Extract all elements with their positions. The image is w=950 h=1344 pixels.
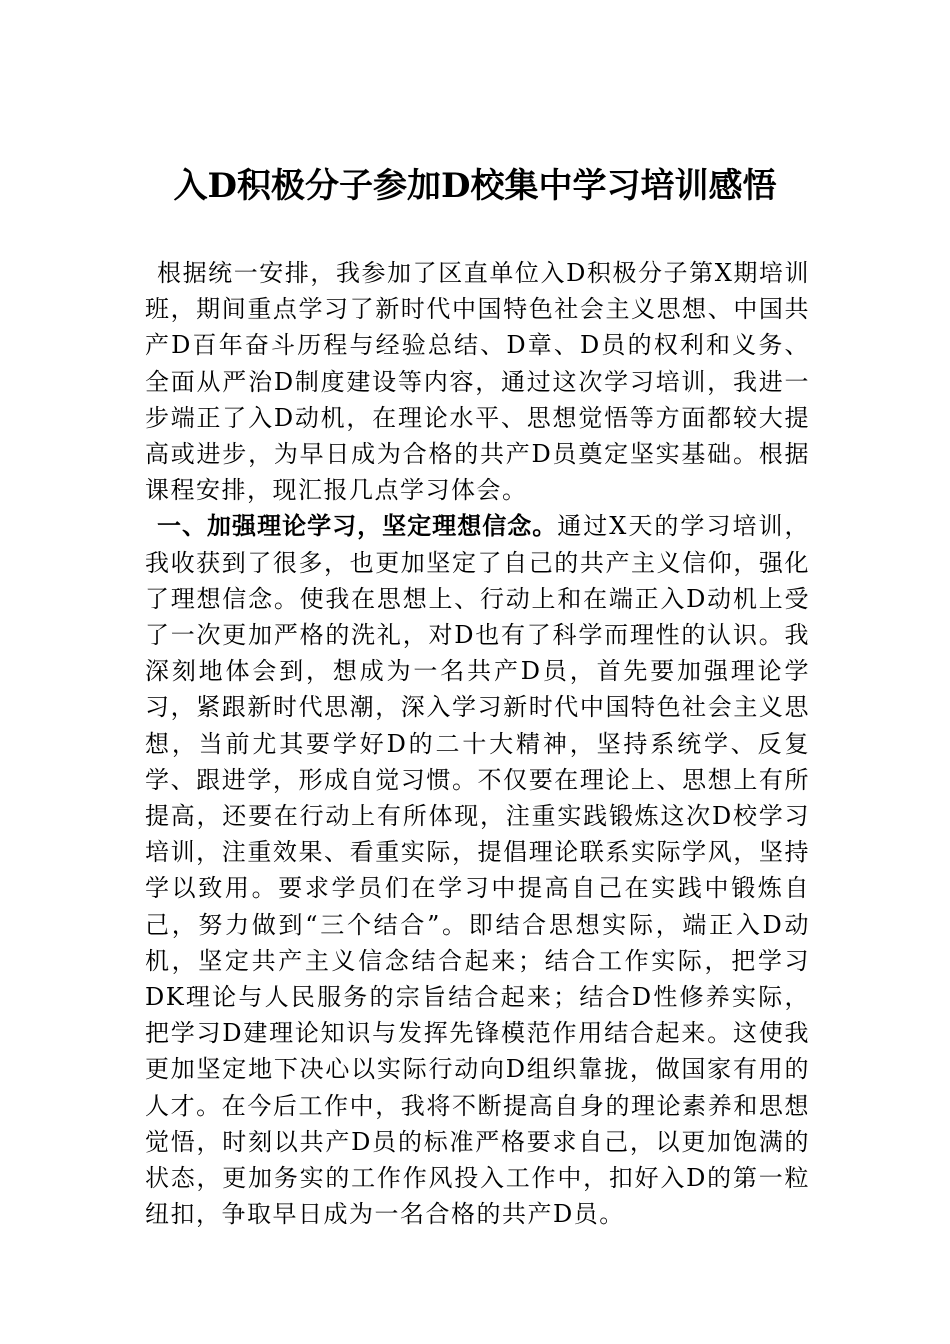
document-body xyxy=(145,255,810,1232)
section-one-body: 通过X天的学习培训，我收获到了很多，也更加坚定了自己的共产主义信仰，强化了理想信念。使我在思想上、行动上和在端正入D动机上受了一次更加严格的洗礼，对D也有了科学而理性的认识。我深刻地体会到，想成为一名共产D员，首先要加强理论学习，紧跟新时代思潮，深入学习新时代中国特色社会主义思想，当前尤其要学好D的二十大精神，坚持系统学、反复学、跟进学，形成自觉习惯。不仅要在理论上、思想上有所提高，还要在行动上有所体现，注重实践锻炼这次D校学习培训，注重效果、看重实际，提倡理论联系实际学风，坚持学以致用。要求学员们在学习中提高自己在实践中锻炼自己，努力做到“三个结合”。即结合思想实际，端正入D动机，坚定共产主义信念结合起来；结合工作实际，把学习DK理论与人民服务的宗旨结合起来；结合D性修养实际，把学习D建理论知识与发挥先锋模范作用结合起来。这使我更加坚定地下决心以实际行动向D组织靠拢，做国家有用的人才。在今后工作中，我将不断提高自身的理论素养和思想觉悟，时刻以共产D员的标准严格要求自己，以更加饱满的状态，更加务实的工作作风投入工作中，扣好入D的第一粒纽扣，争取早日成为一名合格的共产D员。 xyxy=(145,512,810,1229)
section-one-heading: 一、加强理论学习，坚定理想信念。 xyxy=(157,511,558,541)
document-title: 入D积极分子参加D校集中学习培训感悟 xyxy=(173,166,777,206)
section-one-paragraph xyxy=(145,508,810,1232)
intro-paragraph: 根据统一安排，我参加了区直单位入D积极分子第X期培训班，期间重点学习了新时代中国特色社会主义思想、中国共产D百年奋斗历程与经验总结、D章、D员的权利和义务、全面从严治D制度建设等内容，通过这次学习培训，我进一步端正了入D动机，在理论水平、思想觉悟等方面都较大提高或进步，为早日成为合格的共产D员奠定坚实基础。根据课程安排，现汇报几点学习体会。 xyxy=(145,259,810,505)
